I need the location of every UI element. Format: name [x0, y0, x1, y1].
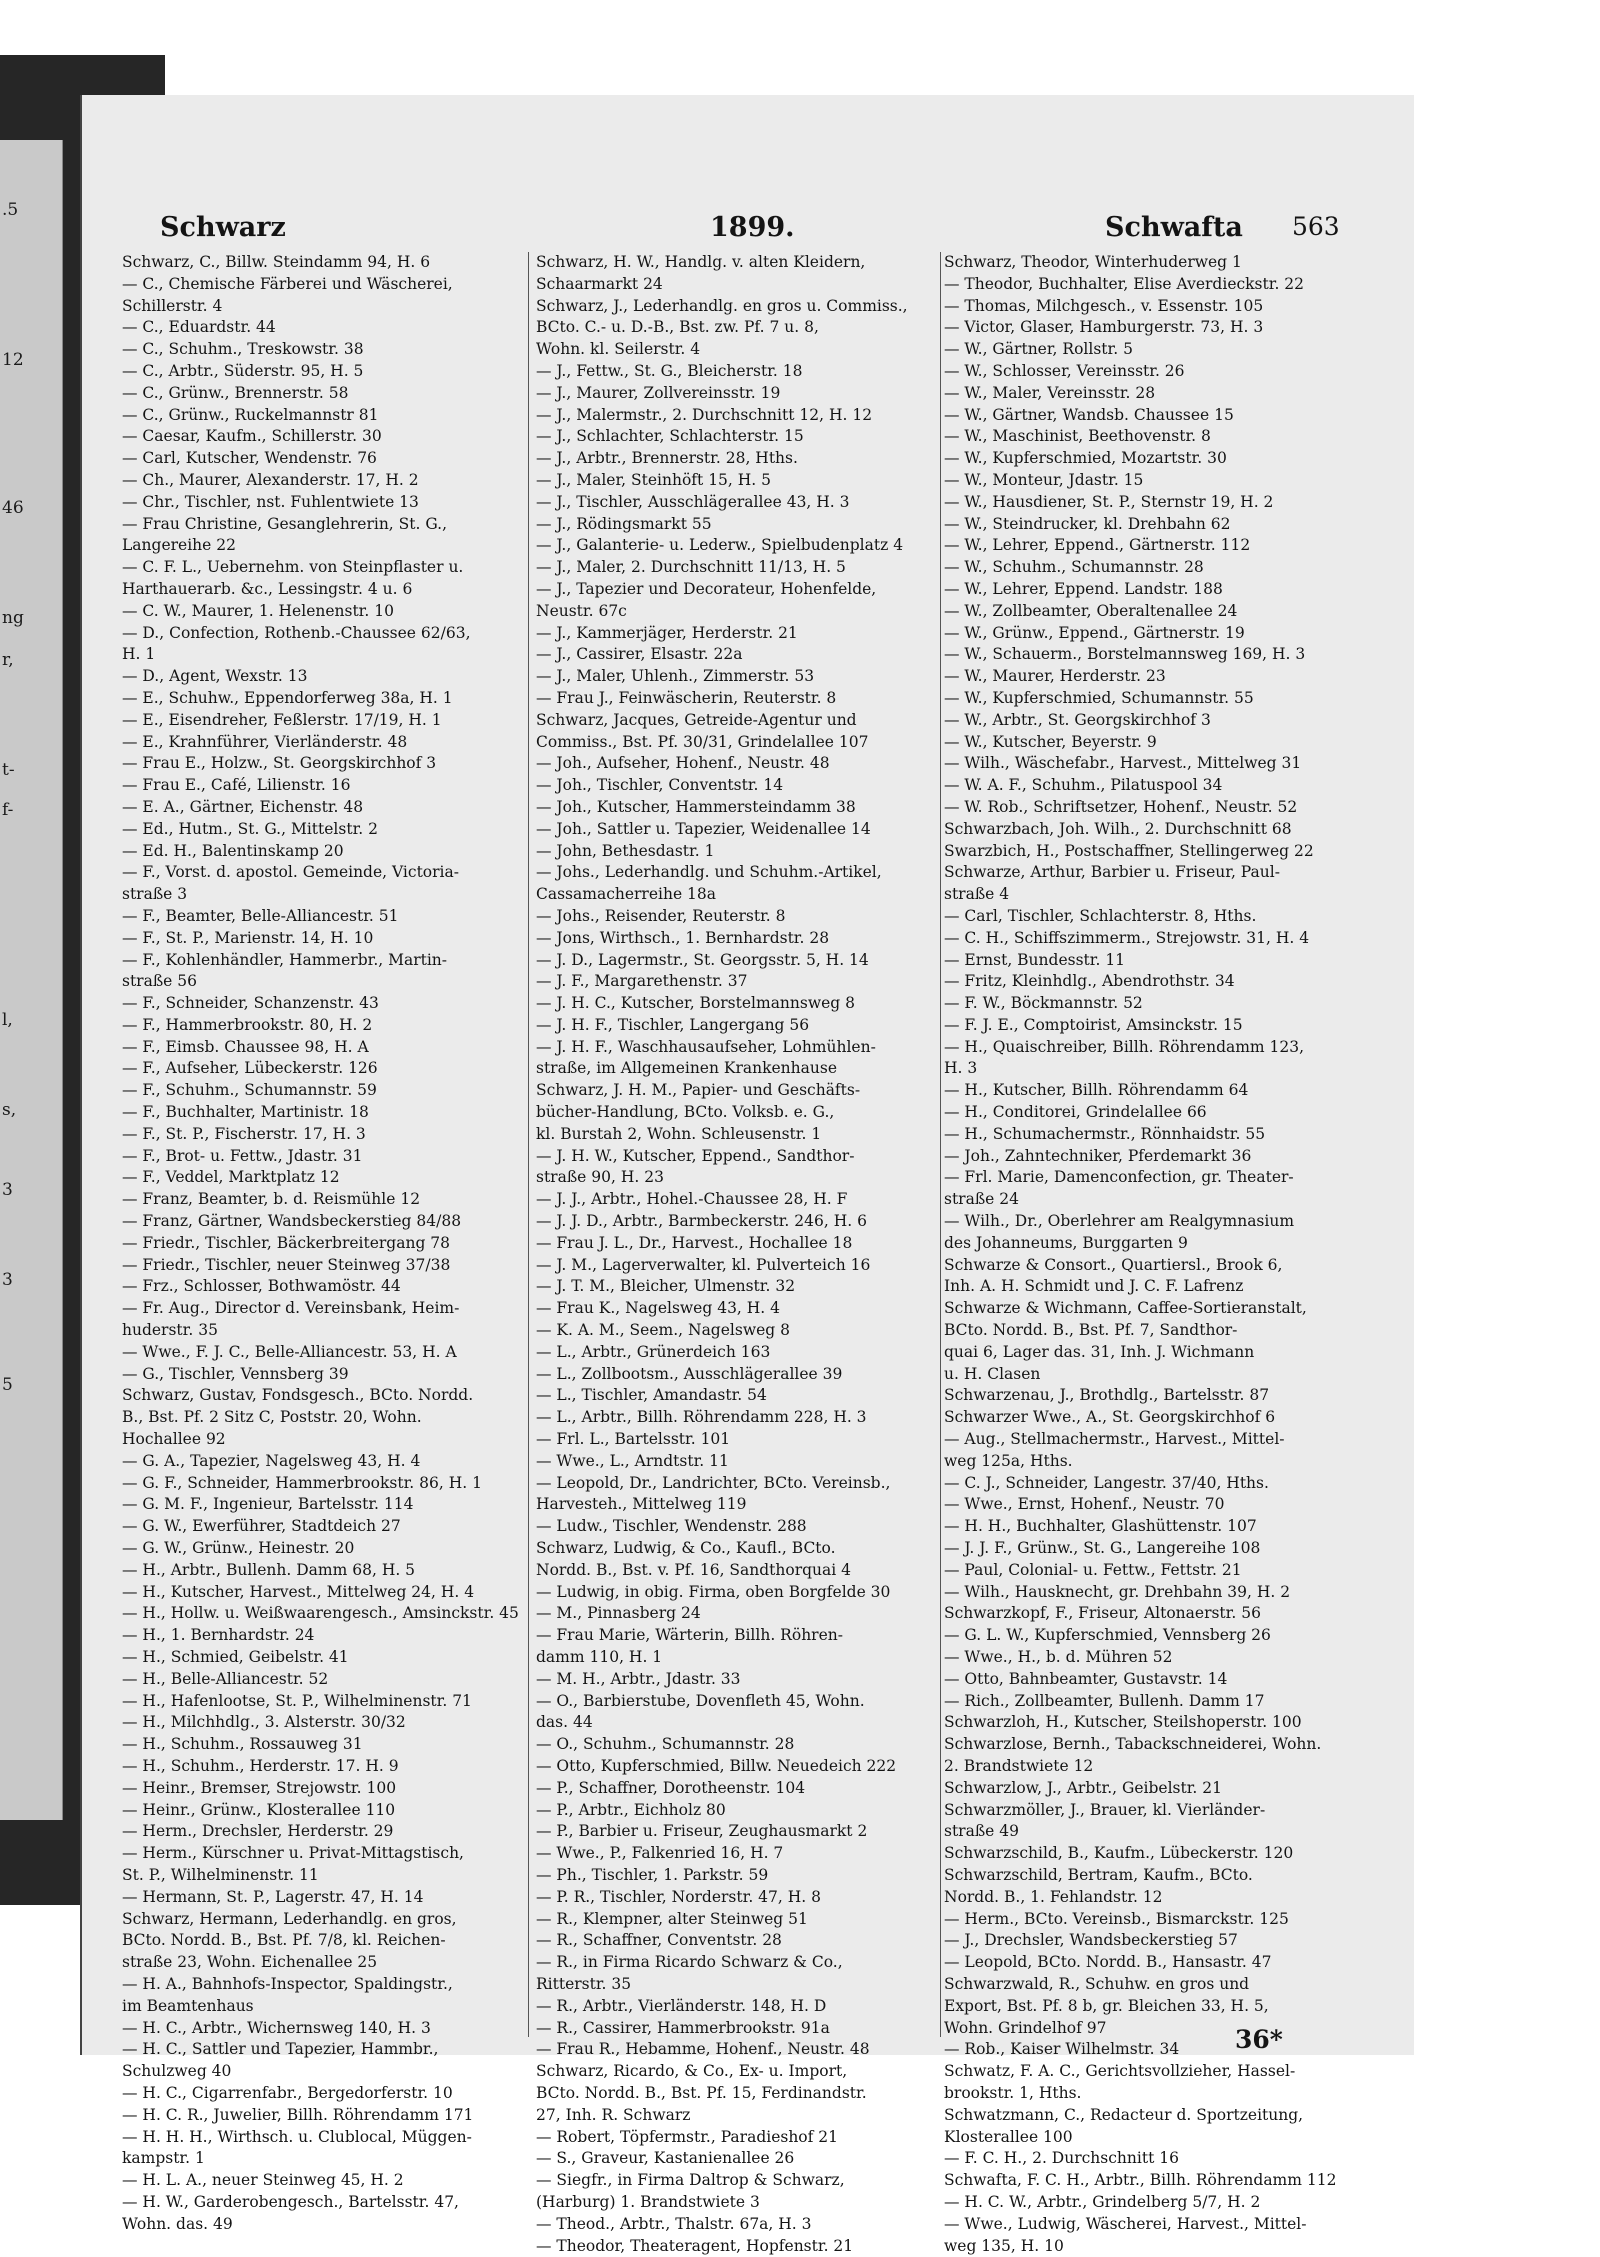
directory-entry: — Johs., Reisender, Reuterstr. 8: [536, 906, 786, 925]
directory-entry: Schwarz, C., Billw. Steindamm 94, H. 6: [122, 253, 431, 271]
edge-number: 3: [2, 1270, 13, 1290]
directory-entry: — H., Arbtr., Bullenh. Damm 68, H. 5: [122, 1560, 416, 1579]
directory-entry: — H., Hafenlootse, St. P., Wilhelminenstr. 71: [122, 1691, 472, 1710]
directory-entry: — F., Hammerbrookstr. 80, H. 2: [122, 1015, 373, 1034]
directory-entry: — J., Kammerjäger, Herderstr. 21: [536, 623, 798, 642]
directory-entry: H. 3: [944, 1059, 978, 1078]
directory-entry: — Herm., BCto. Vereinsb., Bismarckstr. 125: [944, 1909, 1289, 1928]
directory-entry: — Frau J., Feinwäscherin, Reuterstr. 8: [536, 688, 837, 707]
directory-entry: — M. H., Arbtr., Jdastr. 33: [536, 1669, 741, 1688]
directory-entry: Schwatz, F. A. C., Gerichtsvollzieher, Hassel-: [944, 2062, 1296, 2081]
directory-entry: Schwarz, Ludwig, & Co., Kaufl., BCto.: [536, 1539, 836, 1558]
directory-entry: das. 44: [536, 1713, 593, 1732]
directory-entry: Schwarzbach, Joh. Wilh., 2. Durchschnitt 68: [944, 819, 1292, 838]
directory-entry: — J. F., Margarethenstr. 37: [536, 972, 748, 991]
directory-entry: Schwafta, F. C. H., Arbtr., Billh. Röhrendamm 112: [944, 2171, 1337, 2190]
directory-entry: — J., Tischler, Ausschlägerallee 43, H. 3: [536, 492, 850, 511]
directory-entry: — H., Schumachermstr., Rönnhaidstr. 55: [944, 1124, 1266, 1143]
directory-entry: — W., Kutscher, Beyerstr. 9: [944, 732, 1157, 751]
directory-entry: — W. A. F., Schuhm., Pilatuspool 34: [944, 776, 1223, 795]
directory-entry: — C. J., Schneider, Langestr. 37/40, Hths.: [944, 1473, 1269, 1492]
directory-entry: — Ed., Hutm., St. G., Mittelstr. 2: [122, 819, 378, 838]
directory-entry: — W., Schlosser, Vereinsstr. 26: [944, 361, 1185, 380]
directory-entry: — Wwe., Ludwig, Wäscherei, Harvest., Mittel-: [944, 2214, 1307, 2233]
directory-entry: — C., Schuhm., Treskowstr. 38: [122, 340, 364, 359]
directory-entry: — W., Schauerm., Borstelmannsweg 169, H. 3: [944, 645, 1306, 664]
directory-entry: — W., Maschinist, Beethovenstr. 8: [944, 427, 1211, 446]
directory-entry: — Wwe., P., Falkenried 16, H. 7: [536, 1844, 784, 1863]
directory-entry: — Leopold, BCto. Nordd. B., Hansastr. 47: [944, 1953, 1272, 1972]
directory-entry: straße 23, Wohn. Eichenallee 25: [122, 1953, 378, 1972]
directory-entry: — H., Kutscher, Billh. Röhrendamm 64: [944, 1081, 1249, 1100]
directory-entry: — O., Barbierstube, Dovenfleth 45, Wohn.: [536, 1691, 865, 1710]
directory-entry: Wohn. Grindelhof 97: [944, 2018, 1107, 2037]
directory-entry: — Rich., Zollbeamter, Bullenh. Damm 17: [944, 1691, 1265, 1710]
directory-entry: — Frau K., Nagelsweg 43, H. 4: [536, 1299, 781, 1318]
directory-entry: des Johanneums, Burggarten 9: [944, 1233, 1188, 1252]
directory-entry: Schwarzschild, B., Kaufm., Lübeckerstr. 120: [944, 1844, 1294, 1863]
directory-entry: — Friedr., Tischler, Bäckerbreitergang 78: [122, 1233, 451, 1252]
directory-entry: — H. H. H., Wirthsch. u. Clublocal, Müggen-: [122, 2127, 472, 2146]
directory-entry: — Friedr., Tischler, neuer Steinweg 37/38: [122, 1255, 451, 1274]
directory-entry: — J., Rödingsmarkt 55: [536, 514, 712, 533]
directory-entry: — Chr., Tischler, nst. Fuhlentwiete 13: [122, 492, 419, 511]
directory-entry: u. H. Clasen: [944, 1364, 1041, 1383]
directory-entry: bücher-Handlung, BCto. Volksb. e. G.,: [536, 1103, 835, 1122]
directory-entry: — J. H. C., Kutscher, Borstelmannsweg 8: [536, 994, 856, 1013]
directory-entry: — W., Maler, Vereinsstr. 28: [944, 383, 1156, 402]
directory-entry: — G. F., Schneider, Hammerbrookstr. 86, H. 1: [122, 1473, 482, 1492]
directory-entry: — W., Hausdiener, St. P., Sternstr 19, H. 2: [944, 492, 1274, 511]
directory-entry: — O., Schuhm., Schumannstr. 28: [536, 1735, 795, 1754]
directory-entry: — W., Gärtner, Wandsb. Chaussee 15: [944, 405, 1234, 424]
directory-entry: — G. W., Grünw., Heinestr. 20: [122, 1539, 355, 1558]
directory-entry: — F. C. H., 2. Durchschnitt 16: [944, 2149, 1179, 2168]
directory-entry: im Beamtenhaus: [122, 1996, 254, 2015]
directory-entry: — F., St. P., Marienstr. 14, H. 10: [122, 928, 374, 947]
directory-entry: — Franz, Gärtner, Wandsbeckerstieg 84/88: [122, 1212, 462, 1231]
directory-entry: — C., Eduardstr. 44: [122, 318, 276, 337]
directory-entry: brookstr. 1, Hths.: [944, 2083, 1082, 2102]
directory-entry: — Joh., Zahntechniker, Pferdemarkt 36: [944, 1146, 1252, 1165]
directory-entry: — H., Quaischreiber, Billh. Röhrendamm 123,: [944, 1037, 1305, 1056]
directory-entry: Cassamacherreihe 18a: [536, 885, 717, 904]
directory-entry: — F., Kohlenhändler, Hammerbr., Martin-: [122, 950, 448, 969]
directory-entry: — Otto, Bahnbeamter, Gustavstr. 14: [944, 1669, 1228, 1688]
directory-entry: Export, Bst. Pf. 8 b, gr. Bleichen 33, H. 5,: [944, 1996, 1269, 2015]
directory-entry: — Wwe., Ernst, Hohenf., Neustr. 70: [944, 1495, 1225, 1514]
directory-entry: — Frau J. L., Dr., Harvest., Hochallee 18: [536, 1233, 853, 1252]
directory-entry: — W., Kupferschmied, Schumannstr. 55: [944, 688, 1254, 707]
directory-entry: — Ludw., Tischler, Wendenstr. 288: [536, 1517, 807, 1536]
directory-entry: — F., Veddel, Marktplatz 12: [122, 1168, 340, 1187]
directory-entry: — Ernst, Bundesstr. 11: [944, 950, 1126, 969]
directory-entry: — G. L. W., Kupferschmied, Vennsberg 26: [944, 1626, 1271, 1645]
directory-entry: — Frl. L., Bartelsstr. 101: [536, 1430, 731, 1449]
directory-entry: — J., Maler, Steinhöft 15, H. 5: [536, 470, 771, 489]
directory-entry: — H. C. R., Juwelier, Billh. Röhrendamm 171: [122, 2105, 474, 2124]
directory-entry: — J., Malermstr., 2. Durchschnitt 12, H. 12: [536, 405, 873, 424]
directory-entry: — G. W., Ewerführer, Stadtdeich 27: [122, 1517, 401, 1536]
directory-entry: — H. L. A., neuer Steinweg 45, H. 2: [122, 2171, 404, 2190]
edge-number: 5: [2, 1375, 13, 1395]
directory-entry: — D., Confection, Rothenb.-Chaussee 62/63,: [122, 623, 471, 642]
directory-entry: — H., Belle-Alliancestr. 52: [122, 1669, 329, 1688]
directory-entry: — Ed. H., Balentinskamp 20: [122, 841, 344, 860]
directory-entry: Schwarz, Theodor, Winterhuderweg 1: [944, 253, 1242, 271]
directory-entry: — C., Grünw., Brennerstr. 58: [122, 383, 349, 402]
directory-entry: — L., Zollbootsm., Ausschlägerallee 39: [536, 1364, 843, 1383]
directory-entry: — Otto, Kupferschmied, Billw. Neuedeich 222: [536, 1756, 897, 1775]
directory-entry: — C., Arbtr., Süderstr. 95, H. 5: [122, 361, 364, 380]
directory-entry: kl. Burstah 2, Wohn. Schleusenstr. 1: [536, 1124, 822, 1143]
directory-entry: — Wilh., Hausknecht, gr. Drehbahn 39, H. 2: [944, 1582, 1291, 1601]
directory-entry: — C., Chemische Färberei und Wäscherei,: [122, 274, 453, 293]
directory-entry: Schwarzmöller, J., Brauer, kl. Vierländer-: [944, 1800, 1266, 1819]
directory-entry: — Fr. Aug., Director d. Vereinsbank, Heim-: [122, 1299, 460, 1318]
directory-entry: — Johs., Lederhandlg. und Schuhm.-Artikel,: [536, 863, 882, 882]
directory-entry: — H., Milchhdlg., 3. Alsterstr. 30/32: [122, 1713, 406, 1732]
directory-entry: — J., Fettw., St. G., Bleicherstr. 18: [536, 361, 803, 380]
directory-entry: — Joh., Sattler u. Tapezier, Weidenallee 14: [536, 819, 871, 838]
directory-entry: Schwarzenau, J., Brothdlg., Bartelsstr. 87: [944, 1386, 1270, 1405]
directory-entry: — J., Maler, Uhlenh., Zimmerstr. 53: [536, 667, 815, 686]
directory-entry: straße, im Allgemeinen Krankenhause: [536, 1059, 837, 1078]
directory-entry: huderstr. 35: [122, 1321, 218, 1340]
directory-entry: — Fritz, Kleinhdlg., Abendrothstr. 34: [944, 972, 1235, 991]
directory-entry: — H., Hollw. u. Weißwaarengesch., Amsinckstr. 45: [122, 1604, 519, 1623]
directory-entry: Langereihe 22: [122, 536, 236, 555]
directory-entry: — P., Barbier u. Friseur, Zeughausmarkt 2: [536, 1822, 868, 1841]
directory-entry: — H. W., Garderobengesch., Bartelsstr. 47,: [122, 2192, 459, 2211]
directory-entry: — H., Schuhm., Rossauweg 31: [122, 1735, 363, 1754]
directory-entry: — Heinr., Bremser, Strejowstr. 100: [122, 1778, 397, 1797]
directory-entry: St. P., Wilhelminenstr. 11: [122, 1865, 319, 1884]
directory-entry: — F., Brot- u. Fettw., Jdastr. 31: [122, 1146, 363, 1165]
directory-entry: — J., Maurer, Zollvereinsstr. 19: [536, 383, 781, 402]
directory-entry: Neustr. 67c: [536, 601, 627, 620]
directory-entry: — W., Maurer, Herderstr. 23: [944, 667, 1166, 686]
directory-entry: Swarzbich, H., Postschaffner, Stellingerweg 22: [944, 841, 1314, 860]
directory-entry: — D., Agent, Wexstr. 13: [122, 667, 308, 686]
directory-entry: — C. F. L., Uebernehm. von Steinpflaster u.: [122, 558, 464, 577]
directory-entry: kampstr. 1: [122, 2149, 205, 2168]
directory-entry: BCto. Nordd. B., Bst. Pf. 7, Sandthor-: [944, 1321, 1238, 1340]
directory-entry: Nordd. B., 1. Fehlandstr. 12: [944, 1887, 1163, 1906]
edge-number: s,: [2, 1100, 17, 1120]
directory-entry: — P. R., Tischler, Norderstr. 47, H. 8: [536, 1887, 821, 1906]
directory-entry: — H., Conditorei, Grindelallee 66: [944, 1103, 1207, 1122]
directory-entry: Klosterallee 100: [944, 2127, 1073, 2146]
directory-entry: damm 110, H. 1: [536, 1648, 663, 1666]
directory-entry: — J., Galanterie- u. Lederw., Spielbudenplatz 4: [536, 536, 904, 555]
directory-entry: — Jons, Wirthsch., 1. Bernhardstr. 28: [536, 928, 830, 947]
directory-entry: Harthauerarb. &c., Lessingstr. 4 u. 6: [122, 579, 413, 598]
directory-entry: straße 24: [944, 1190, 1020, 1209]
directory-entry: — Herm., Drechsler, Herderstr. 29: [122, 1822, 394, 1841]
directory-entry: — F., Schneider, Schanzenstr. 43: [122, 994, 379, 1013]
directory-entry: Schwarz, Gustav, Fondsgesch., BCto. Nordd.: [122, 1386, 474, 1405]
directory-entry: — Siegfr., in Firma Daltrop & Schwarz,: [536, 2171, 845, 2190]
directory-entry: — J. J. F., Grünw., St. G., Langereihe 108: [944, 1539, 1261, 1558]
directory-entry: Schwarz, Jacques, Getreide-Agentur und: [536, 710, 857, 729]
directory-entry: — E., Krahnführer, Vierländerstr. 48: [122, 732, 408, 751]
directory-entry: — G. A., Tapezier, Nagelsweg 43, H. 4: [122, 1451, 421, 1470]
directory-entry: — W., Lehrer, Eppend. Landstr. 188: [944, 579, 1223, 598]
directory-entry: Hochallee 92: [122, 1430, 226, 1449]
directory-entry: — Wilh., Dr., Oberlehrer am Realgymnasium: [944, 1212, 1295, 1231]
directory-entry: — W., Schuhm., Schumannstr. 28: [944, 558, 1204, 577]
directory-entry: — S., Graveur, Kastanienallee 26: [536, 2149, 795, 2168]
directory-entry: — H., Schuhm., Herderstr. 17. H. 9: [122, 1756, 399, 1775]
directory-entry: — K. A. M., Seem., Nagelsweg 8: [536, 1321, 790, 1340]
directory-entry: Schwarze, Arthur, Barbier u. Friseur, Paul-: [944, 863, 1280, 882]
directory-entry: — Frau Marie, Wärterin, Billh. Röhren-: [536, 1626, 843, 1645]
directory-entry: — R., in Firma Ricardo Schwarz & Co.,: [536, 1953, 843, 1972]
directory-entry: — W., Arbtr., St. Georgskirchhof 3: [944, 710, 1211, 729]
running-head-left: Schwarz: [160, 212, 286, 243]
directory-entry: — W., Grünw., Eppend., Gärtnerstr. 19: [944, 623, 1245, 642]
directory-entry: — J., Schlachter, Schlachterstr. 15: [536, 427, 804, 446]
directory-entry: — Frau E., Holzw., St. Georgskirchhof 3: [122, 754, 437, 773]
directory-entry: BCto. Nordd. B., Bst. Pf. 7/8, kl. Reichen-: [122, 1931, 446, 1950]
directory-entry: — Wilh., Wäschefabr., Harvest., Mittelweg 31: [944, 754, 1302, 773]
edge-number: .5: [2, 200, 19, 220]
directory-entry: Schwarze & Consort., Quartiersl., Brook 6,: [944, 1255, 1283, 1274]
directory-entry: — E., Schuhw., Eppendorferweg 38a, H. 1: [122, 688, 453, 707]
directory-entry: Harvesteh., Mittelweg 119: [536, 1495, 747, 1514]
directory-entry: — Ludwig, in obig. Firma, oben Borgfelde 30: [536, 1582, 891, 1601]
directory-entry: — J. D., Lagermstr., St. Georgsstr. 5, H. 14: [536, 950, 869, 969]
directory-entry: straße 49: [944, 1822, 1020, 1841]
directory-entry: — J. T. M., Bleicher, Ulmenstr. 32: [536, 1277, 796, 1296]
directory-entry: — H., Schmied, Geibelstr. 41: [122, 1648, 349, 1666]
directory-entry: — E. A., Gärtner, Eichenstr. 48: [122, 797, 364, 816]
directory-entry: — Hermann, St. P., Lagerstr. 47, H. 14: [122, 1887, 424, 1906]
directory-entry: Schwarz, J. H. M., Papier- und Geschäfts-: [536, 1081, 861, 1100]
directory-entry: straße 3: [122, 885, 188, 904]
directory-entry: Ritterstr. 35: [536, 1974, 632, 1993]
edge-number: ng: [2, 608, 24, 628]
directory-entry: — Frau E., Café, Lilienstr. 16: [122, 776, 351, 795]
directory-entry: — F. W., Böckmannstr. 52: [944, 994, 1143, 1013]
directory-entry: (Harburg) 1. Brandstwiete 3: [536, 2192, 760, 2211]
directory-entry: — Heinr., Grünw., Klosterallee 110: [122, 1800, 396, 1819]
directory-entry: — F., Eimsb. Chaussee 98, H. A: [122, 1037, 369, 1056]
directory-entry: BCto. Nordd. B., Bst. Pf. 15, Ferdinandstr.: [536, 2083, 867, 2102]
directory-entry: straße 4: [944, 885, 1010, 904]
directory-entry: — J., Drechsler, Wandsbeckerstieg 57: [944, 1931, 1238, 1950]
directory-entry: weg 135, H. 10: [944, 2236, 1064, 2255]
edge-number: f-: [2, 800, 14, 820]
directory-entry: — H. C., Arbtr., Wichernsweg 140, H. 3: [122, 2018, 431, 2037]
directory-entry: Wohn. kl. Seilerstr. 4: [536, 340, 701, 359]
directory-entry: — F., Vorst. d. apostol. Gemeinde, Victoria-: [122, 863, 459, 882]
directory-entry: — W. Rob., Schriftsetzer, Hohenf., Neustr. 52: [944, 797, 1298, 816]
directory-entry: Schwarz, J., Lederhandlg. en gros u. Commiss.,: [536, 296, 908, 315]
directory-entry: — H. C., Cigarrenfabr., Bergedorferstr. 10: [122, 2083, 453, 2102]
directory-entry: — F., Aufseher, Lübeckerstr. 126: [122, 1059, 378, 1078]
directory-entry: — H. C., Sattler und Tapezier, Hammbr.,: [122, 2040, 439, 2059]
directory-entry: — Paul, Colonial- u. Fettw., Fettstr. 21: [944, 1560, 1242, 1579]
directory-entry: — Caesar, Kaufm., Schillerstr. 30: [122, 427, 382, 446]
directory-entry: — J. H. F., Tischler, Langergang 56: [536, 1015, 810, 1034]
directory-entry: Schwarz, H. W., Handlg. v. alten Kleidern,: [536, 253, 866, 271]
page-number: 563: [1292, 212, 1340, 241]
directory-entry: — Joh., Kutscher, Hammersteindamm 38: [536, 797, 856, 816]
directory-column-1: [122, 252, 519, 2233]
directory-entry: Schwarzschild, Bertram, Kaufm., BCto.: [944, 1865, 1253, 1884]
directory-entry: — J., Tapezier und Decorateur, Hohenfelde,: [536, 579, 877, 598]
directory-entry: Nordd. B., Bst. v. Pf. 16, Sandthorquai 4: [536, 1560, 852, 1579]
signature-mark: 36*: [1235, 2025, 1283, 2054]
directory-entry: — Frl. Marie, Damenconfection, gr. Theater-: [944, 1168, 1294, 1187]
directory-entry: — Herm., Kürschner u. Privat-Mittagstisch,: [122, 1844, 464, 1863]
directory-entry: — C., Grünw., Ruckelmannstr 81: [122, 405, 379, 424]
directory-entry: Schaarmarkt 24: [536, 274, 663, 293]
directory-entry: — F., St. P., Fischerstr. 17, H. 3: [122, 1124, 366, 1143]
directory-entry: Schwarzloh, H., Kutscher, Steilshoperstr. 100: [944, 1713, 1302, 1732]
directory-entry: — Ph., Tischler, 1. Parkstr. 59: [536, 1865, 769, 1884]
directory-entry: — P., Arbtr., Eichholz 80: [536, 1800, 726, 1819]
edge-number: 3: [2, 1180, 13, 1200]
directory-entry: — R., Cassirer, Hammerbrookstr. 91a: [536, 2018, 830, 2037]
directory-entry: — J. J., Arbtr., Hohel.-Chaussee 28, H. F: [536, 1190, 848, 1209]
directory-entry: Schulzweg 40: [122, 2062, 232, 2081]
directory-entry: — Robert, Töpfermstr., Paradieshof 21: [536, 2127, 839, 2146]
directory-entry: — J. M., Lagerverwalter, kl. Pulverteich 16: [536, 1255, 871, 1274]
directory-entry: — C. H., Schiffszimmerm., Strejowstr. 31, H. 4: [944, 928, 1310, 947]
directory-entry: — Joh., Tischler, Conventstr. 14: [536, 776, 784, 795]
directory-entry: — Theod., Arbtr., Thalstr. 67a, H. 3: [536, 2214, 812, 2233]
directory-entry: — R., Schaffner, Conventstr. 28: [536, 1931, 782, 1950]
directory-entry: — J. H. W., Kutscher, Eppend., Sandthor-: [536, 1146, 855, 1165]
directory-entry: — Leopold, Dr., Landrichter, BCto. Vereinsb.,: [536, 1473, 891, 1492]
column-rule: [940, 252, 941, 2037]
directory-entry: — Franz, Beamter, b. d. Reismühle 12: [122, 1190, 421, 1209]
directory-entry: Schwarz, Ricardo, & Co., Ex- u. Import,: [536, 2062, 848, 2081]
directory-entry: — F. J. E., Comptoirist, Amsinckstr. 15: [944, 1015, 1243, 1034]
directory-entry: — Joh., Aufseher, Hohenf., Neustr. 48: [536, 754, 830, 773]
directory-entry: — Thomas, Milchgesch., v. Essenstr. 105: [944, 296, 1264, 315]
directory-entry: — H., Kutscher, Harvest., Mittelweg 24, H. 4: [122, 1582, 475, 1601]
directory-entry: — F., Beamter, Belle-Alliancestr. 51: [122, 906, 399, 925]
column-rule: [528, 252, 529, 2037]
directory-entry: — H. H., Buchhalter, Glashüttenstr. 107: [944, 1517, 1257, 1536]
directory-entry: — Wwe., L., Arndtstr. 11: [536, 1451, 729, 1470]
directory-entry: — J. J. D., Arbtr., Barmbeckerstr. 246, H. 6: [536, 1212, 867, 1231]
directory-entry: Schwarz, Hermann, Lederhandlg. en gros,: [122, 1909, 457, 1928]
directory-entry: — J., Arbtr., Brennerstr. 28, Hths.: [536, 449, 798, 468]
directory-entry: — W., Lehrer, Eppend., Gärtnerstr. 112: [944, 536, 1251, 555]
directory-entry: — Carl, Kutscher, Wendenstr. 76: [122, 449, 377, 468]
directory-entry: 2. Brandstwiete 12: [944, 1756, 1094, 1775]
directory-entry: — John, Bethesdastr. 1: [536, 841, 715, 860]
directory-entry: — G., Tischler, Vennsberg 39: [122, 1364, 349, 1383]
directory-entry: — Wwe., F. J. C., Belle-Alliancestr. 53, H. A: [122, 1342, 457, 1361]
directory-entry: quai 6, Lager das. 31, Inh. J. Wichmann: [944, 1342, 1255, 1361]
edge-number: t-: [2, 760, 15, 780]
directory-entry: — C. W., Maurer, 1. Helenenstr. 10: [122, 601, 394, 620]
directory-entry: BCto. C.- u. D.-B., Bst. zw. Pf. 7 u. 8,: [536, 318, 819, 337]
directory-entry: — W., Kupferschmied, Mozartstr. 30: [944, 449, 1227, 468]
directory-entry: — W., Steindrucker, kl. Drehbahn 62: [944, 514, 1231, 533]
directory-entry: Wohn. das. 49: [122, 2214, 233, 2233]
directory-entry: — Carl, Tischler, Schlachterstr. 8, Hths.: [944, 906, 1257, 925]
directory-entry: — W., Gärtner, Rollstr. 5: [944, 340, 1133, 359]
directory-entry: — Victor, Glaser, Hamburgerstr. 73, H. 3: [944, 318, 1264, 337]
directory-entry: — L., Tischler, Amandastr. 54: [536, 1386, 767, 1405]
directory-entry: B., Bst. Pf. 2 Sitz C, Poststr. 20, Wohn.: [122, 1408, 422, 1427]
running-head-year: 1899.: [710, 212, 795, 243]
directory-entry: — P., Schaffner, Dorotheenstr. 104: [536, 1778, 806, 1797]
directory-entry: — Aug., Stellmachermstr., Harvest., Mittel-: [944, 1430, 1285, 1449]
directory-entry: weg 125a, Hths.: [944, 1451, 1073, 1470]
directory-column-2: [536, 252, 934, 2255]
directory-entry: — Theodor, Theateragent, Hopfenstr. 21: [536, 2236, 854, 2255]
left-page-edge: [0, 140, 63, 1820]
directory-entry: — M., Pinnasberg 24: [536, 1604, 701, 1623]
directory-entry: Schillerstr. 4: [122, 296, 223, 315]
directory-entry: 27, Inh. R. Schwarz: [536, 2105, 691, 2124]
directory-entry: — R., Arbtr., Vierländerstr. 148, H. D: [536, 1996, 827, 2015]
directory-entry: — Wwe., H., b. d. Mühren 52: [944, 1648, 1173, 1666]
directory-entry: Schwarzkopf, F., Friseur, Altonaerstr. 56: [944, 1604, 1261, 1623]
directory-entry: — J., Cassirer, Elsastr. 22a: [536, 645, 743, 664]
directory-entry: — J. H. F., Waschhausaufseher, Lohmühlen-: [536, 1037, 876, 1056]
edge-number: l,: [2, 1010, 13, 1030]
directory-entry: — L., Arbtr., Billh. Röhrendamm 228, H. 3: [536, 1408, 867, 1427]
directory-entry: Schwarzlow, J., Arbtr., Geibelstr. 21: [944, 1778, 1223, 1797]
directory-entry: — E., Eisendreher, Feßlerstr. 17/19, H. 1: [122, 710, 442, 729]
directory-entry: — W., Monteur, Jdastr. 15: [944, 470, 1144, 489]
directory-entry: — H., 1. Bernhardstr. 24: [122, 1626, 315, 1645]
directory-entry: — G. M. F., Ingenieur, Bartelsstr. 114: [122, 1495, 414, 1514]
directory-column-3: [944, 252, 1362, 2255]
directory-entry: Schwatzmann, C., Redacteur d. Sportzeitung,: [944, 2105, 1304, 2124]
directory-entry: Schwarzer Wwe., A., St. Georgskirchhof 6: [944, 1408, 1276, 1427]
directory-entry: — R., Klempner, alter Steinweg 51: [536, 1909, 808, 1928]
directory-entry: straße 56: [122, 972, 198, 991]
directory-entry: H. 1: [122, 645, 156, 664]
directory-entry: — Rob., Kaiser Wilhelmstr. 34: [944, 2040, 1180, 2059]
directory-entry: — F., Schuhm., Schumannstr. 59: [122, 1081, 377, 1100]
directory-entry: — W., Zollbeamter, Oberaltenallee 24: [944, 601, 1238, 620]
directory-entry: Inh. A. H. Schmidt und J. C. F. Lafrenz: [944, 1277, 1244, 1296]
directory-entry: Commiss., Bst. Pf. 30/31, Grindelallee 107: [536, 732, 869, 751]
directory-entry: — Frau Christine, Gesanglehrerin, St. G.,: [122, 514, 448, 533]
directory-entry: — F., Buchhalter, Martinistr. 18: [122, 1103, 369, 1122]
edge-number: r,: [2, 650, 14, 670]
directory-entry: — H. A., Bahnhofs-Inspector, Spaldingstr.,: [122, 1974, 453, 1993]
directory-entry: Schwarzwald, R., Schuhw. en gros und: [944, 1974, 1250, 1993]
directory-entry: — H. C. W., Arbtr., Grindelberg 5/7, H. 2: [944, 2192, 1261, 2211]
directory-entry: — Frau R., Hebamme, Hohenf., Neustr. 48: [536, 2040, 870, 2059]
directory-entry: — Theodor, Buchhalter, Elise Averdieckstr. 22: [944, 274, 1305, 293]
edge-number: 12: [2, 350, 24, 370]
directory-entry: — J., Maler, 2. Durchschnitt 11/13, H. 5: [536, 558, 846, 577]
directory-entry: straße 90, H. 23: [536, 1168, 664, 1187]
edge-number: 46: [2, 498, 24, 518]
directory-entry: — L., Arbtr., Grünerdeich 163: [536, 1342, 771, 1361]
directory-entry: Schwarze & Wichmann, Caffee-Sortieranstalt,: [944, 1299, 1307, 1318]
directory-entry: Schwarzlose, Bernh., Tabackschneiderei, Wohn.: [944, 1735, 1322, 1754]
running-head-right: Schwafta: [1105, 212, 1243, 243]
directory-entry: — Frz., Schlosser, Bothwamöstr. 44: [122, 1277, 401, 1296]
directory-entry: — Ch., Maurer, Alexanderstr. 17, H. 2: [122, 470, 419, 489]
